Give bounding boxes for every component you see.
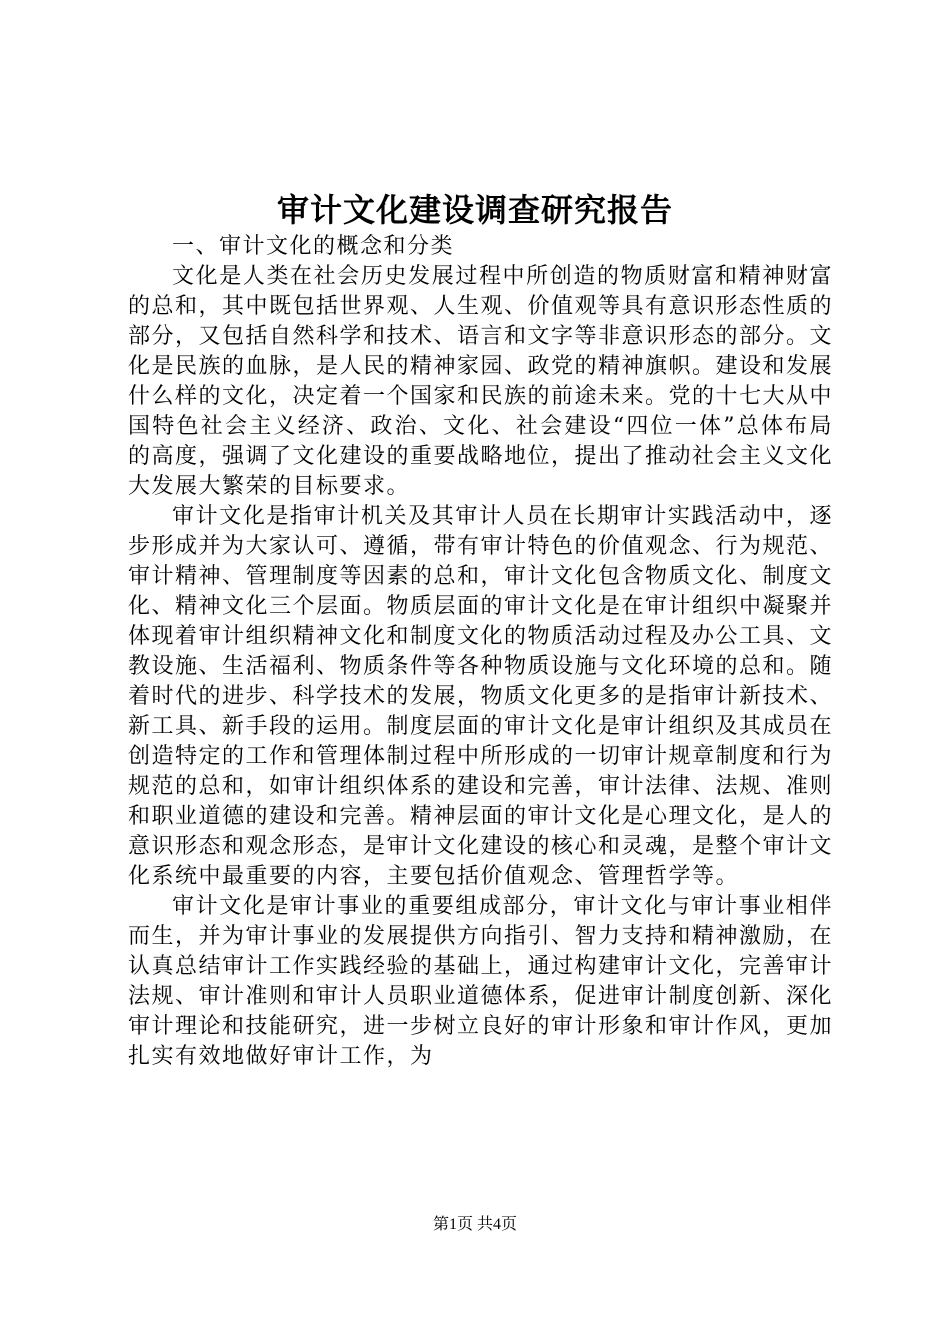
document-body	[128, 232, 833, 1072]
page-footer: 第1页 共4页	[432, 1216, 517, 1233]
paragraph: 审计文化是指审计机关及其审计人员在长期审计实践活动中，逐步形成并为大家认可、遵循，带有审计特色的价值观念、行为规范、审计精神、管理制度等因素的总和，审计文化包含物质文化、制度文化、精神文化三个层面。物质层面的审计文化是在审计组织中凝聚并体现着审计组织精神文化和制度文化的物质活动过程及办公工具、文教设施、生活福利、物质条件等各种物质设施与文化环境的总和。随着时代的进步、科学技术的发展，物质文化更多的是指审计新技术、新工具、新手段的运用。制度层面的审计文化是审计组织及其成员在创造特定的工作和管理体制过程中所形成的一切审计规章制度和行为规范的总和，如审计组织体系的建设和完善，审计法律、法规、准则和职业道德的建设和完善。精神层面的审计文化是心理文化，是人的意识形态和观念形态，是审计文化建设的核心和灵魂，是整个审计文化系统中最重要的内容，主要包括价值观念、管理哲学等。	[128, 504, 834, 889]
section-heading: 一、审计文化的概念和分类	[172, 234, 455, 259]
document-title: 审计文化建设调查研究报告	[276, 191, 673, 229]
paragraph: 审计文化是审计事业的重要组成部分，审计文化与审计事业相伴而生，并为审计事业的发展提供方向指引、智力支持和精神激励，在认真总结审计工作实践经验的基础上，通过构建审计文化，完善审计法规、审计准则和审计人员职业道德体系，促进审计制度创新、深化审计理论和技能研究，进一步树立良好的审计形象和审计作风，更加扎实有效地做好审计工作，为	[128, 894, 834, 1069]
paragraph: 文化是人类在社会历史发展过程中所创造的物质财富和精神财富的总和，其中既包括世界观、人生观、价值观等具有意识形态性质的部分，又包括自然科学和技术、语言和文字等非意识形态的部分。文化是民族的血脉，是人民的精神家园、政党的精神旗帜。建设和发展什么样的文化，决定着一个国家和民族的前途未来。党的十七大从中国特色社会主义经济、政治、文化、社会建设“四位一体”总体布局的高度，强调了文化建设的重要战略地位，提出了推动社会主义文化大发展大繁荣的目标要求。	[128, 264, 834, 499]
